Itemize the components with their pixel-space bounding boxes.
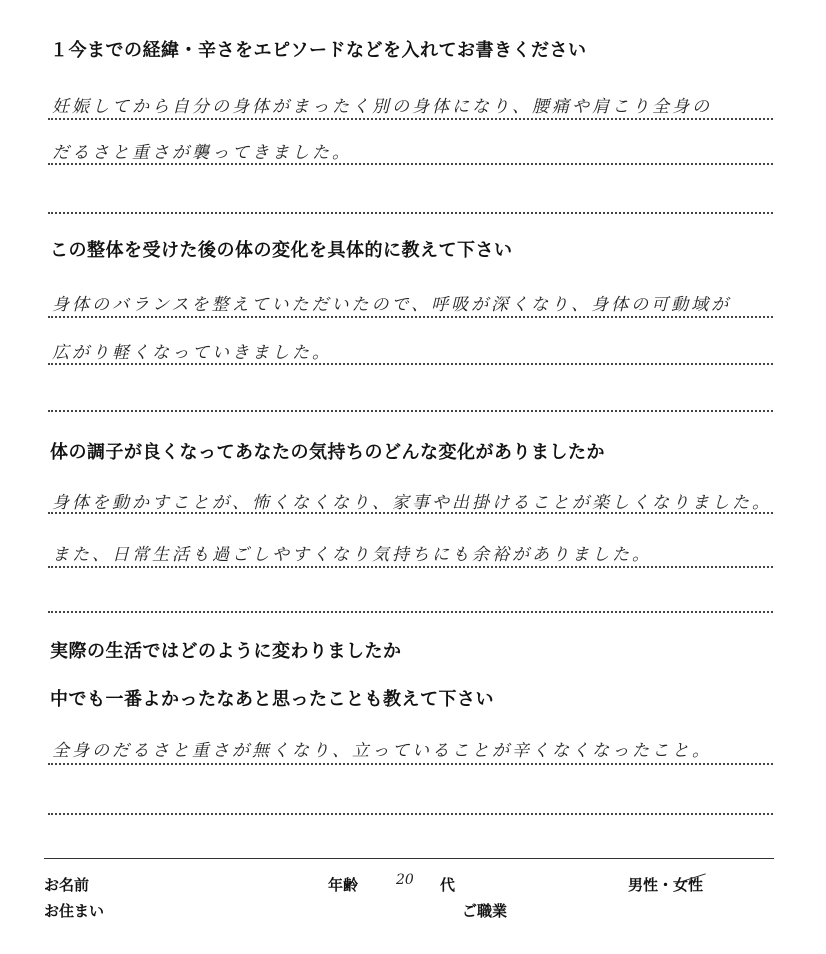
question-4-sublabel: 中でも一番よかったなあと思ったことも教えて下さい xyxy=(50,689,494,710)
answer-line xyxy=(48,410,773,412)
answer-1-line-2: だるさと重さが襲ってきました。 xyxy=(52,143,352,163)
question-3-label: 体の調子が良くなってあなたの気持ちのどんな変化がありましたか xyxy=(50,442,605,463)
age-label: 年齢 xyxy=(328,876,359,894)
gender-options: 男性・女性 xyxy=(628,876,704,894)
age-value: 20 xyxy=(396,872,414,888)
answer-line xyxy=(48,163,773,165)
answer-line xyxy=(48,118,773,120)
footer-divider xyxy=(44,858,774,859)
name-label: お名前 xyxy=(44,876,90,894)
answer-3-line-1: 身体を動かすことが、怖くなくなり、家事や出掛けることが楽しくなりました。 xyxy=(52,493,772,513)
answer-line xyxy=(48,512,773,514)
question-2-label: この整体を受けた後の体の変化を具体的に教えて下さい xyxy=(50,240,513,261)
question-1-label: １今までの経緯・辛さをエピソードなどを入れてお書きください xyxy=(50,40,587,61)
occupation-label: ご職業 xyxy=(462,902,508,920)
answer-line xyxy=(48,813,773,815)
age-suffix: 代 xyxy=(440,876,456,894)
answer-2-line-2: 広がり軽くなっていきました。 xyxy=(52,343,332,363)
answer-line xyxy=(48,363,773,365)
answer-line xyxy=(48,566,773,568)
answer-line xyxy=(48,316,773,318)
question-4-label: 実際の生活ではどのように変わりましたか xyxy=(50,641,402,662)
answer-1-line-1: 妊娠してから自分の身体がまったく別の身体になり、腰痛や肩こり全身の xyxy=(52,97,712,117)
address-label: お住まい xyxy=(44,902,105,920)
answer-2-line-1: 身体のバランスを整えていただいたので、呼吸が深くなり、身体の可動域が xyxy=(52,295,732,315)
answer-line xyxy=(48,611,773,613)
answer-4-line-1: 全身のだるさと重さが無くなり、立っていることが辛くなくなったこと。 xyxy=(52,741,712,761)
answer-3-line-2: また、日常生活も過ごしやすくなり気持ちにも余裕がありました。 xyxy=(52,545,652,565)
answer-line xyxy=(48,763,773,765)
answer-line xyxy=(48,212,773,214)
